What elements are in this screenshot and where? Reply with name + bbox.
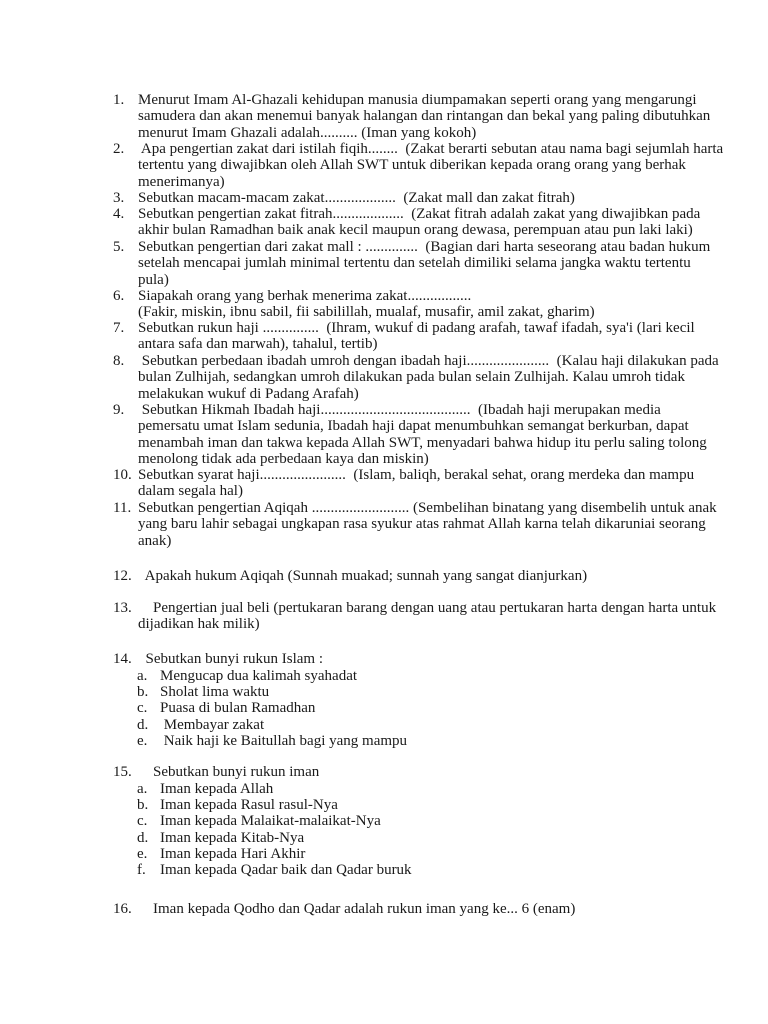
question-text [138, 190, 575, 206]
sub-item-text: Membayar zakat [160, 716, 265, 733]
text-line: Sebutkan pengertian Aqiqah .......................... (Sembelihan binatang yang disembelih untuk anak [138, 500, 717, 516]
sub-item-letter: c. [137, 813, 148, 830]
question-number: 14. [113, 651, 132, 667]
sub-item-letter: d. [137, 829, 149, 846]
text-line: Sebutkan rukun haji ............... (Ihram, wukuf di padang arafah, tawaf ifadah, sya'i (lari kecil [138, 320, 695, 336]
sub-item-letter: b. [137, 684, 149, 701]
sub-item-text: Iman kepada Malaikat-malaikat-Nya [160, 813, 381, 830]
question-number: 7. [113, 320, 125, 336]
question-text [138, 239, 710, 288]
text-line: Sebutkan syarat haji....................... (Islam, baliqh, berakal sehat, orang merdeka dan mampu [138, 467, 695, 483]
question-text [138, 568, 587, 584]
text-line: anak) [138, 532, 172, 549]
text-line: Sebutkan pengertian zakat fitrah................... (Zakat fitrah adalah zakat yang diwajibkan pada [138, 206, 701, 222]
question-number: 9. [113, 402, 125, 418]
text-line: bulan Zulhijah, sedangkan umroh dilakukan pada bulan selain Zulhijah. Kalau umroh tidak [138, 369, 685, 386]
text-line: Sebutkan Hikmah Ibadah haji........................................ (Ibadah haji merupakan media [138, 402, 661, 418]
question-number: 5. [113, 239, 125, 255]
sub-item-text: Iman kepada Qadar baik dan Qadar buruk [160, 862, 412, 879]
text-line: Sebutkan perbedaan ibadah umroh dengan ibadah haji...................... (Kalau haji dilakukan pada [138, 353, 719, 369]
question-text [138, 402, 707, 467]
text-line: pula) [138, 271, 169, 288]
sub-item-text: Puasa di bulan Ramadhan [160, 700, 316, 717]
question-number: 1. [113, 92, 125, 108]
question-text [138, 764, 319, 780]
question-text [138, 288, 595, 321]
question-text [138, 467, 694, 500]
sub-item-letter: e. [137, 846, 148, 862]
question-text [138, 92, 710, 141]
text-line: menerimanya) [138, 173, 225, 190]
text-line: Sebutkan macam-macam zakat................... (Zakat mall dan zakat fitrah) [138, 190, 575, 206]
text-line: antara safa dan marwah), tahalul, tertib) [138, 336, 378, 353]
sub-item-letter: a. [137, 667, 148, 684]
sub-item-letter: e. [137, 733, 148, 749]
text-line: Pengertian jual beli (pertukaran barang dengan uang atau pertukaran harta dengan harta untuk [138, 600, 717, 616]
text-line: Siapakah orang yang berhak menerima zakat................. [138, 288, 472, 304]
text-line: Apakah hukum Aqiqah (Sunnah muakad; sunnah yang sangat dianjurkan) [138, 568, 588, 584]
sub-item-text: Iman kepada Hari Akhir [160, 846, 306, 862]
question-number: 15. [113, 764, 132, 780]
sub-item-letter: a. [137, 780, 148, 797]
sub-item-letter: d. [137, 716, 149, 733]
text-line: (Fakir, miskin, ibnu sabil, fii sabilillah, mualaf, musafir, amil zakat, gharim) [138, 304, 595, 321]
text-line: Sebutkan bunyi rukun iman [138, 764, 320, 780]
sub-item-letter: f. [137, 862, 146, 879]
text-line: menambah iman dan takwa kepada Allah SWT, menyadari bahwa hidup itu perlu saling tolong [138, 434, 707, 451]
question-number: 12. [113, 568, 132, 584]
question-number: 11. [113, 500, 132, 516]
question-text [138, 901, 575, 917]
sub-item-text: Iman kepada Allah [160, 780, 274, 797]
question-number: 13. [113, 600, 132, 616]
sub-item-letter: b. [137, 797, 149, 814]
text-line: Menurut Imam Al-Ghazali kehidupan manusia diumpamakan seperti orang yang mengarungi [138, 92, 697, 108]
text-line: dijadikan hak milik) [138, 616, 260, 633]
sub-item-text: Iman kepada Kitab-Nya [160, 829, 305, 846]
text-line: menolong tidak ada perbedaan kaya dan miskin) [138, 450, 429, 467]
text-line: pemersatu umat Islam sedunia, Ibadah haji dapat menumbuhkan semangat berkurban, dapat [138, 418, 689, 435]
question-text [138, 353, 719, 402]
question-text [138, 206, 700, 239]
text-line: Sebutkan bunyi rukun Islam : [138, 651, 323, 667]
text-line: Iman kepada Qodho dan Qadar adalah rukun iman yang ke... 6 (enam) [138, 901, 576, 917]
sub-item-letter: c. [137, 700, 148, 717]
sub-item-text: Mengucap dua kalimah syahadat [160, 667, 358, 684]
question-number: 8. [113, 353, 125, 369]
question-number: 4. [113, 206, 125, 222]
text-line: yang baru lahir sebagai ungkapan rasa syukur atas rahmat Allah karna telah dikaruniai seorang [138, 516, 706, 533]
question-number: 16. [113, 901, 132, 917]
text-line: melakukan wukuf di Padang Arafah) [138, 385, 359, 402]
question-text [138, 500, 717, 549]
question-text [138, 651, 323, 667]
text-line: akhir bulan Ramadhan baik anak kecil maupun orang dewasa, perempuan atau pun laki laki) [138, 222, 693, 239]
question-number: 3. [113, 190, 125, 206]
text-line: samudera dan akan menemui banyak halangan dan rintangan dan bekal yang paling dibutuhkan [138, 108, 711, 125]
question-text [138, 600, 716, 633]
question-number: 6. [113, 288, 125, 304]
text-line: menurut Imam Ghazali adalah.......... (Iman yang kokoh) [138, 124, 477, 141]
question-text [138, 320, 695, 353]
question-text [138, 141, 723, 190]
text-line: setelah mencapai jumlah minimal tertentu dan setelah dimiliki selama jangka waktu tertentu [138, 255, 691, 272]
question-number: 10. [113, 467, 132, 483]
text-line: Sebutkan pengertian dari zakat mall : .............. (Bagian dari harta seseorang atau badan hukum [138, 239, 711, 255]
text-line: Apa pengertian zakat dari istilah fiqih........ (Zakat berarti sebutan atau nama bagi sejumlah harta [138, 141, 724, 157]
text-line: tertentu yang diwajibkan oleh Allah SWT untuk diberikan kepada orang orang yang berhak [138, 157, 686, 174]
question-number: 2. [113, 141, 125, 157]
text-line: dalam segala hal) [138, 483, 243, 500]
sub-item-text: Sholat lima waktu [160, 684, 270, 701]
sub-item-text: Naik haji ke Baitullah bagi yang mampu [160, 733, 408, 749]
sub-item-text: Iman kepada Rasul rasul-Nya [160, 797, 338, 814]
